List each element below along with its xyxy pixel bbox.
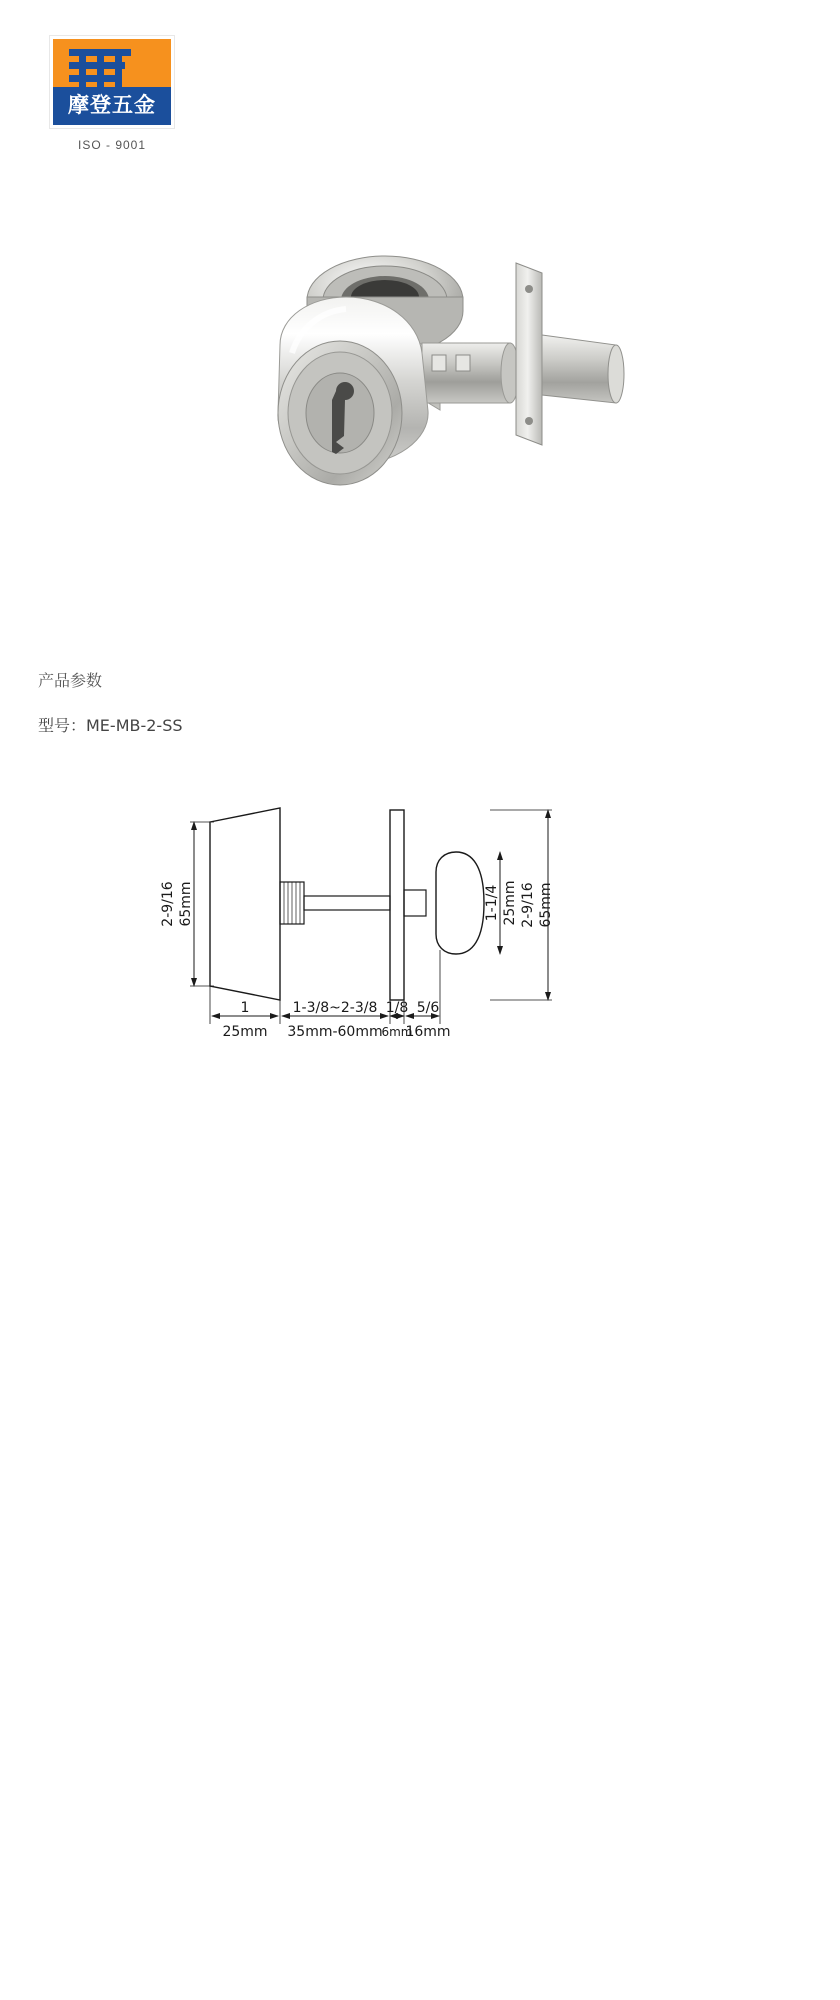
spec-heading: 产品参数 — [38, 671, 103, 690]
width-3-imperial: 1/8 — [385, 1000, 409, 1016]
knob-height-metric: 25mm — [502, 880, 518, 926]
iso-certification-label: ISO - 9001 — [77, 138, 147, 152]
width-1-imperial: 1 — [240, 1000, 250, 1016]
width-3-metric: 6mm — [381, 1025, 413, 1039]
width-4-metric: 16mm — [405, 1024, 451, 1040]
product-photo — [150, 225, 690, 525]
knob-height-imperial: 1-1/4 — [484, 884, 500, 922]
dimension-drawing — [150, 800, 670, 1100]
right-height-imperial: 2-9/16 — [520, 882, 536, 928]
brand-logo-mark — [50, 36, 174, 128]
logo-chinese-name: 摩登五金 — [68, 93, 156, 117]
spec-model-line: 型号：ME-MB-2-SS — [38, 716, 183, 735]
dimension-drawing-svg — [150, 800, 670, 1100]
width-1-metric: 25mm — [222, 1024, 268, 1040]
width-4-imperial: 5/6 — [416, 1000, 440, 1016]
deadbolt-lock-illustration — [150, 225, 690, 525]
left-height-imperial: 2-9/16 — [160, 881, 176, 927]
brand-logo-block — [50, 36, 180, 152]
logo-glyph-icon — [69, 49, 131, 93]
left-height-metric: 65mm — [178, 881, 194, 927]
right-height-metric: 65mm — [538, 882, 554, 928]
width-2-metric: 35mm-60mm — [287, 1024, 383, 1040]
width-2-imperial: 1-3/8~2-3/8 — [292, 1000, 378, 1016]
spec-text-block — [38, 668, 538, 736]
